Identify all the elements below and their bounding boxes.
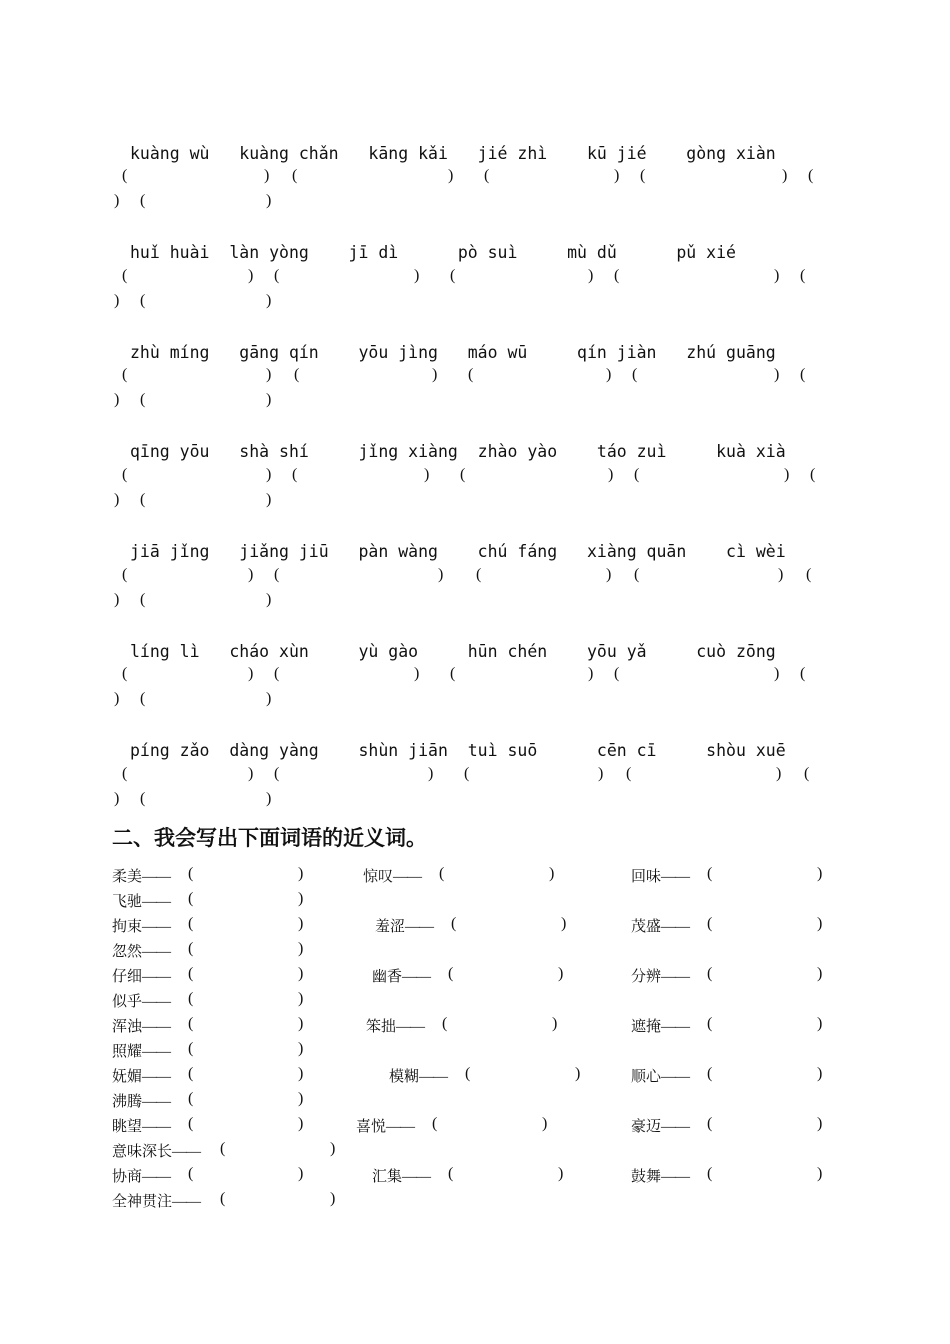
paren-open: ( — [274, 267, 280, 284]
paren-close: ) — [774, 267, 780, 284]
synonym-item — [631, 865, 823, 886]
paren-close: ) — [298, 940, 304, 957]
paren-close: ) — [266, 466, 272, 483]
dash: —— — [396, 1019, 425, 1035]
paren-close: ) — [248, 765, 254, 782]
paren-open: ( — [188, 1065, 194, 1082]
paren-close: ) — [298, 1065, 304, 1082]
paren-close: ) — [817, 865, 823, 882]
paren-close: ) — [114, 790, 120, 807]
synonym-word: 惊叹 — [363, 867, 394, 885]
synonym-word: 忽然 — [112, 942, 143, 960]
synonym-item — [363, 865, 555, 886]
synonym-word: 妩媚 — [112, 1067, 143, 1085]
paren-open: ( — [707, 1115, 713, 1132]
synonym-word: 鼓舞 — [631, 1167, 662, 1185]
paren-open: ( — [140, 192, 146, 209]
paren-open: ( — [439, 865, 445, 882]
dash: —— — [142, 1119, 171, 1135]
paren-open: ( — [632, 366, 638, 383]
synonym-item — [375, 915, 567, 936]
paren-close: ) — [330, 1140, 336, 1157]
dash: —— — [402, 969, 431, 985]
paren-open: ( — [464, 765, 470, 782]
paren-close: ) — [266, 790, 272, 807]
paren-close: ) — [298, 965, 304, 982]
synonym-word: 全神贯注 — [112, 1192, 173, 1210]
paren-open: ( — [188, 1015, 194, 1032]
pinyin-row: qīng yōu shà shí jǐng xiàng zhào yào táo zuì kuà xià — [130, 442, 786, 461]
paren-close: ) — [248, 566, 254, 583]
synonym-item — [389, 1065, 581, 1086]
synonym-item — [112, 865, 304, 886]
paren-open: ( — [614, 665, 620, 682]
paren-open: ( — [450, 267, 456, 284]
paren-open: ( — [614, 267, 620, 284]
synonym-item — [112, 1065, 304, 1086]
paren-open: ( — [626, 765, 632, 782]
dash: —— — [172, 1194, 201, 1210]
paren-close: ) — [266, 366, 272, 383]
synonym-item — [112, 965, 304, 986]
paren-open: ( — [122, 466, 128, 483]
paren-close: ) — [438, 566, 444, 583]
paren-open: ( — [442, 1015, 448, 1032]
synonym-item — [631, 1015, 823, 1036]
paren-close: ) — [542, 1115, 548, 1132]
paren-open: ( — [140, 391, 146, 408]
synonym-word: 沸腾 — [112, 1092, 143, 1110]
dash: —— — [142, 894, 171, 910]
dash: —— — [661, 1069, 690, 1085]
paren-close: ) — [266, 391, 272, 408]
synonym-item — [372, 965, 564, 986]
synonym-word: 拘束 — [112, 917, 143, 935]
paren-open: ( — [220, 1190, 226, 1207]
paren-close: ) — [575, 1065, 581, 1082]
paren-open: ( — [465, 1065, 471, 1082]
synonym-item — [356, 1115, 548, 1136]
paren-open: ( — [808, 167, 814, 184]
dash: —— — [661, 869, 690, 885]
paren-close: ) — [114, 391, 120, 408]
paren-open: ( — [448, 1165, 454, 1182]
dash: —— — [661, 1169, 690, 1185]
synonym-item — [112, 890, 304, 911]
synonym-word: 飞驰 — [112, 892, 143, 910]
paren-open: ( — [292, 167, 298, 184]
pinyin-row: jiā jǐng jiǎng jiū pàn wàng chú fáng xiàng quān cì wèi — [130, 542, 786, 561]
dash: —— — [142, 869, 171, 885]
synonym-word: 意味深长 — [112, 1142, 173, 1160]
paren-open: ( — [188, 1090, 194, 1107]
paren-close: ) — [298, 1165, 304, 1182]
paren-open: ( — [188, 865, 194, 882]
synonym-word: 喜悦 — [356, 1117, 387, 1135]
paren-close: ) — [298, 1115, 304, 1132]
paren-open: ( — [640, 167, 646, 184]
paren-open: ( — [806, 566, 812, 583]
synonym-item — [112, 940, 304, 961]
synonym-item — [112, 1140, 336, 1161]
synonym-word: 柔美 — [112, 867, 143, 885]
synonym-word: 豪迈 — [631, 1117, 662, 1135]
synonym-item — [112, 1040, 304, 1061]
paren-open: ( — [800, 665, 806, 682]
synonym-word: 协商 — [112, 1167, 143, 1185]
dash: —— — [142, 1169, 171, 1185]
paren-close: ) — [588, 665, 594, 682]
paren-open: ( — [188, 940, 194, 957]
paren-close: ) — [266, 690, 272, 707]
paren-close: ) — [817, 915, 823, 932]
synonym-item — [631, 915, 823, 936]
synonym-item — [112, 1090, 304, 1111]
synonym-word: 眺望 — [112, 1117, 143, 1135]
dash: —— — [142, 994, 171, 1010]
paren-open: ( — [634, 466, 640, 483]
dash: —— — [661, 1119, 690, 1135]
paren-open: ( — [468, 366, 474, 383]
paren-close: ) — [782, 167, 788, 184]
paren-open: ( — [707, 1015, 713, 1032]
dash: —— — [142, 1094, 171, 1110]
pinyin-row: líng lì cháo xùn yù gào hūn chén yōu yǎ cuò zōng — [130, 642, 776, 661]
dash: —— — [393, 869, 422, 885]
paren-open: ( — [122, 267, 128, 284]
synonym-word: 遮掩 — [631, 1017, 662, 1035]
paren-close: ) — [298, 1090, 304, 1107]
synonym-word: 羞涩 — [375, 917, 406, 935]
dash: —— — [661, 919, 690, 935]
synonym-item — [112, 1190, 336, 1211]
paren-close: ) — [549, 865, 555, 882]
paren-open: ( — [188, 990, 194, 1007]
paren-close: ) — [298, 890, 304, 907]
paren-open: ( — [810, 466, 816, 483]
paren-close: ) — [614, 167, 620, 184]
synonym-item — [631, 1065, 823, 1086]
synonym-word: 仔细 — [112, 967, 143, 985]
synonym-word: 笨拙 — [366, 1017, 397, 1035]
synonym-item — [631, 1115, 823, 1136]
synonym-item — [112, 1015, 304, 1036]
paren-close: ) — [817, 1015, 823, 1032]
section-heading: 二、我会写出下面词语的近义词。 — [112, 826, 427, 850]
paren-open: ( — [800, 366, 806, 383]
paren-close: ) — [414, 665, 420, 682]
paren-open: ( — [707, 1065, 713, 1082]
paren-open: ( — [122, 366, 128, 383]
paren-open: ( — [707, 965, 713, 982]
paren-close: ) — [552, 1015, 558, 1032]
paren-close: ) — [784, 466, 790, 483]
paren-open: ( — [432, 1115, 438, 1132]
synonym-item — [631, 965, 823, 986]
paren-open: ( — [476, 566, 482, 583]
paren-close: ) — [588, 267, 594, 284]
paren-open: ( — [122, 566, 128, 583]
paren-close: ) — [558, 965, 564, 982]
synonym-item — [366, 1015, 558, 1036]
paren-close: ) — [330, 1190, 336, 1207]
dash: —— — [142, 919, 171, 935]
dash: —— — [142, 944, 171, 960]
synonym-word: 照耀 — [112, 1042, 143, 1060]
paren-open: ( — [804, 765, 810, 782]
paren-open: ( — [448, 965, 454, 982]
dash: —— — [402, 1169, 431, 1185]
paren-open: ( — [188, 965, 194, 982]
paren-close: ) — [606, 566, 612, 583]
synonym-word: 回味 — [631, 867, 662, 885]
paren-close: ) — [298, 1040, 304, 1057]
paren-open: ( — [188, 1165, 194, 1182]
paren-open: ( — [220, 1140, 226, 1157]
paren-close: ) — [266, 491, 272, 508]
synonym-item — [112, 1115, 304, 1136]
paren-open: ( — [707, 865, 713, 882]
paren-close: ) — [264, 167, 270, 184]
paren-open: ( — [292, 466, 298, 483]
synonym-item — [112, 915, 304, 936]
dash: —— — [405, 919, 434, 935]
paren-open: ( — [140, 491, 146, 508]
synonym-item — [372, 1165, 564, 1186]
paren-close: ) — [608, 466, 614, 483]
paren-close: ) — [778, 566, 784, 583]
paren-open: ( — [274, 765, 280, 782]
paren-close: ) — [248, 665, 254, 682]
paren-open: ( — [140, 591, 146, 608]
paren-close: ) — [114, 292, 120, 309]
paren-open: ( — [274, 665, 280, 682]
paren-open: ( — [140, 690, 146, 707]
paren-open: ( — [188, 1040, 194, 1057]
dash: —— — [142, 1019, 171, 1035]
paren-close: ) — [298, 915, 304, 932]
synonym-item — [631, 1165, 823, 1186]
paren-open: ( — [122, 765, 128, 782]
pinyin-row: píng zǎo dàng yàng shùn jiān tuì suō cēn cī shòu xuē — [130, 741, 786, 760]
synonym-word: 分辨 — [631, 967, 662, 985]
paren-open: ( — [707, 915, 713, 932]
pinyin-row: zhù míng gāng qín yōu jìng máo wū qín jiàn zhú guāng — [130, 343, 776, 362]
paren-open: ( — [140, 790, 146, 807]
dash: —— — [661, 1019, 690, 1035]
paren-open: ( — [460, 466, 466, 483]
dash: —— — [386, 1119, 415, 1135]
paren-close: ) — [114, 491, 120, 508]
paren-open: ( — [484, 167, 490, 184]
paren-close: ) — [298, 990, 304, 1007]
synonym-word: 茂盛 — [631, 917, 662, 935]
paren-close: ) — [114, 591, 120, 608]
paren-open: ( — [188, 915, 194, 932]
paren-close: ) — [606, 366, 612, 383]
paren-close: ) — [248, 267, 254, 284]
pinyin-row: huǐ huài làn yòng jī dì pò suì mù dǔ pǔ xié — [130, 243, 736, 262]
paren-open: ( — [188, 890, 194, 907]
dash: —— — [661, 969, 690, 985]
paren-close: ) — [424, 466, 430, 483]
dash: —— — [172, 1144, 201, 1160]
paren-close: ) — [428, 765, 434, 782]
paren-open: ( — [122, 167, 128, 184]
paren-close: ) — [558, 1165, 564, 1182]
synonym-word: 汇集 — [372, 1167, 403, 1185]
paren-close: ) — [448, 167, 454, 184]
synonym-word: 模糊 — [389, 1067, 420, 1085]
pinyin-row: kuàng wù kuàng chǎn kāng kǎi jié zhì kū jié gòng xiàn — [130, 144, 776, 163]
dash: —— — [419, 1069, 448, 1085]
dash: —— — [142, 969, 171, 985]
paren-open: ( — [451, 915, 457, 932]
paren-close: ) — [776, 765, 782, 782]
paren-open: ( — [140, 292, 146, 309]
paren-close: ) — [817, 1065, 823, 1082]
paren-open: ( — [634, 566, 640, 583]
paren-open: ( — [294, 366, 300, 383]
paren-close: ) — [414, 267, 420, 284]
paren-close: ) — [114, 192, 120, 209]
synonym-item — [112, 990, 304, 1011]
synonym-word: 幽香 — [372, 967, 403, 985]
paren-open: ( — [122, 665, 128, 682]
paren-close: ) — [817, 1165, 823, 1182]
paren-close: ) — [774, 366, 780, 383]
paren-open: ( — [450, 665, 456, 682]
paren-open: ( — [188, 1115, 194, 1132]
synonym-word: 顺心 — [631, 1067, 662, 1085]
synonym-item — [112, 1165, 304, 1186]
paren-close: ) — [598, 765, 604, 782]
paren-close: ) — [114, 690, 120, 707]
dash: —— — [142, 1069, 171, 1085]
paren-close: ) — [432, 366, 438, 383]
paren-close: ) — [774, 665, 780, 682]
paren-open: ( — [274, 566, 280, 583]
paren-close: ) — [817, 965, 823, 982]
paren-close: ) — [817, 1115, 823, 1132]
paren-open: ( — [800, 267, 806, 284]
synonym-word: 浑浊 — [112, 1017, 143, 1035]
paren-close: ) — [298, 1015, 304, 1032]
paren-close: ) — [266, 192, 272, 209]
paren-close: ) — [266, 292, 272, 309]
paren-close: ) — [561, 915, 567, 932]
paren-close: ) — [266, 591, 272, 608]
paren-close: ) — [298, 865, 304, 882]
paren-open: ( — [707, 1165, 713, 1182]
dash: —— — [142, 1044, 171, 1060]
synonym-word: 似乎 — [112, 992, 143, 1010]
